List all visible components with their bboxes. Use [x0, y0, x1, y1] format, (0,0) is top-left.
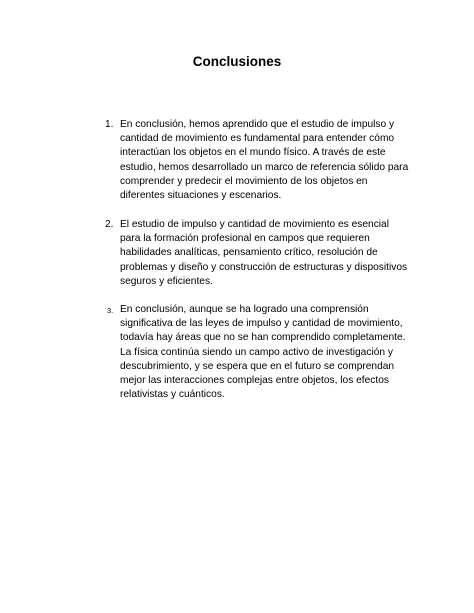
- list-item-number: 3.: [107, 306, 114, 315]
- list-item-text: En conclusión, aunque se ha logrado una comprensión significativa de las leyes de impulso y cantidad de movimiento, todavía hay áreas que no se han comprendido completamente. La física continúa siendo un campo activo de investigación y descubrimiento, y se espera que en el futuro se comprendan mejor las interacciones complejas entre objetos, los efectos relativistas y cuánticos.: [120, 304, 406, 401]
- list-item-number: 2.: [105, 219, 114, 230]
- list-item-text: En conclusión, hemos aprendido que el estudio de impulso y cantidad de movimiento es fundamental para entender cómo interactúan los objetos en el mundo físico. A través de este estudio, hemos desarrollado un marco de referencia sólido para comprender y predecir el movimiento de los objetos en diferentes situaciones y escenarios.: [120, 119, 409, 202]
- list-item-text: El estudio de impulso y cantidad de movimiento es esencial para la formación profesional en campos que requieren habilidades analíticas, pensamiento crítico, resolución de problemas y diseño y construcción de estructuras y dispositivos seguros y eficientes.: [120, 219, 408, 287]
- page-title: Conclusiones: [192, 54, 282, 69]
- list-item-number: 1.: [105, 119, 114, 130]
